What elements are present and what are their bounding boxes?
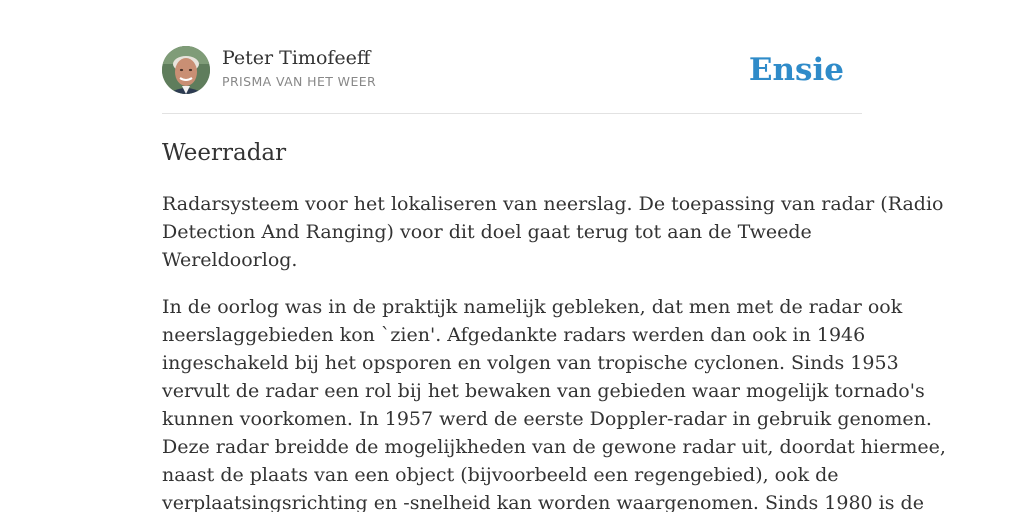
author-header (162, 46, 862, 96)
avatar-photo (162, 46, 210, 94)
article-body (162, 190, 946, 512)
text-line: Deze radar breidde de mogelijkheden van de gewone radar uit, doordat hiermee, (162, 436, 946, 458)
text-line: kunnen voorkomen. In 1957 werd de eerste Doppler-radar in gebruik genomen. (162, 408, 932, 430)
author-avatar[interactable] (162, 46, 210, 94)
author-name[interactable]: Peter Timofeeff (222, 47, 371, 69)
paragraph (162, 190, 944, 274)
article-title: Weerradar (162, 140, 287, 166)
text-line: Wereldoorlog. (162, 249, 298, 271)
text-line: ingeschakeld bij het opsporen en volgen van tropische cyclonen. Sinds 1953 (162, 352, 899, 374)
author-subtitle[interactable]: PRISMA VAN HET WEER (222, 74, 377, 89)
text-line: verplaatsingsrichting en -snelheid kan worden waargenomen. Sinds 1980 is de (162, 492, 924, 512)
text-line: Detection And Ranging) voor dit doel gaat terug tot aan de Tweede (162, 221, 812, 243)
text-line: vervult de radar een rol bij het bewaken van gebieden waar mogelijk tornado's (162, 380, 925, 402)
paragraph (162, 293, 946, 512)
brand-logo[interactable]: Ensie (748, 52, 844, 88)
text-line: Radarsysteem voor het lokaliseren van neerslag. De toepassing van radar (Radio (162, 193, 944, 215)
text-line: naast de plaats van een object (bijvoorbeeld een regengebied), ook de (162, 464, 839, 486)
text-line: neerslaggebieden kon `zien'. Afgedankte radars werden dan ook in 1946 (162, 324, 866, 346)
header-divider (162, 113, 862, 114)
text-line: In de oorlog was in de praktijk namelijk gebleken, dat men met de radar ook (162, 296, 903, 318)
